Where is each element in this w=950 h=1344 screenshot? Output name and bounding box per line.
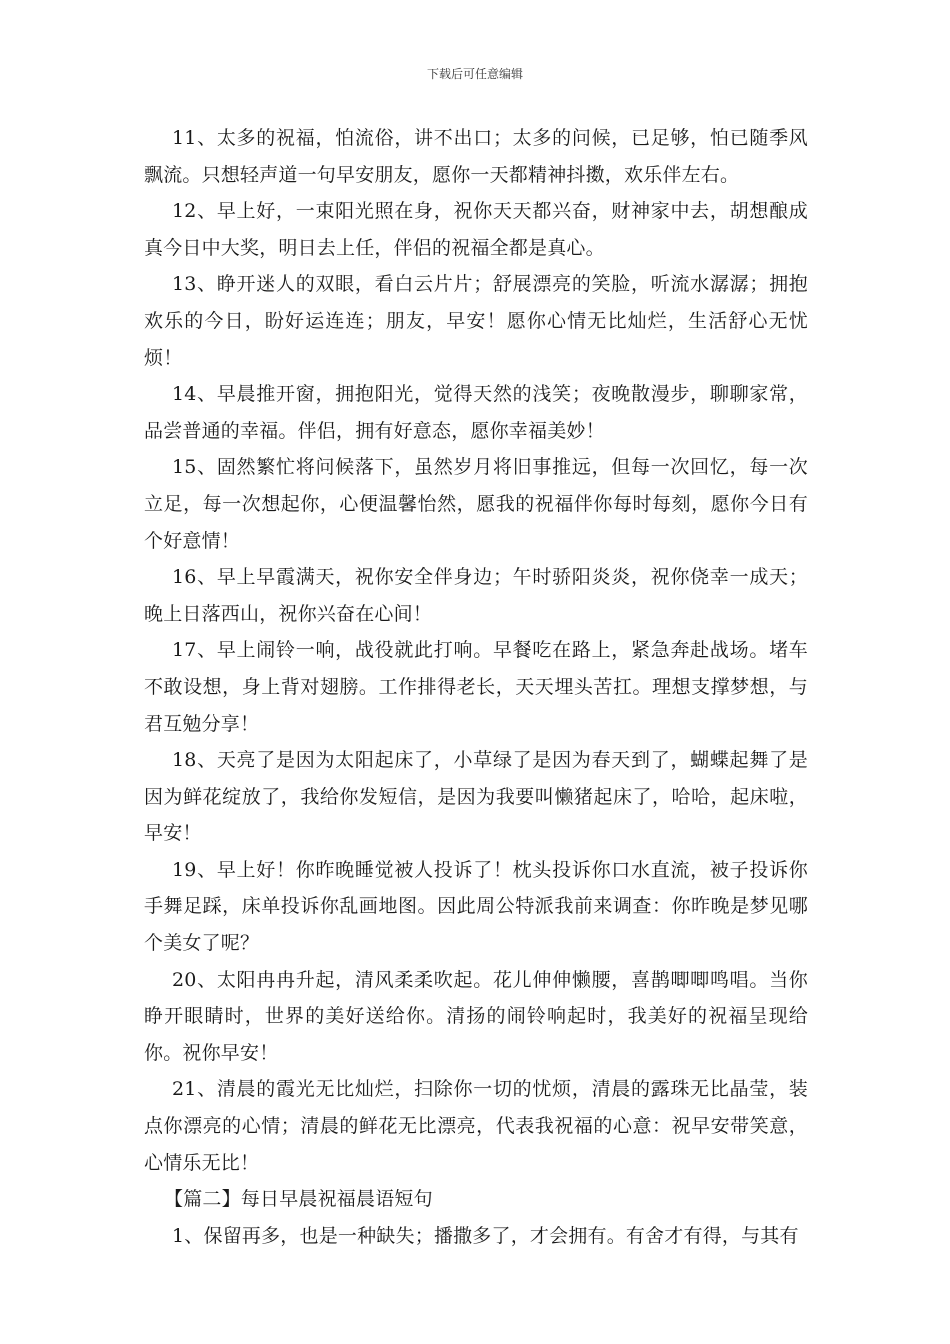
paragraph-11: 11、太多的祝福，怕流俗，讲不出口；太多的问候，已足够，怕已随季风飘流。只想轻声道一句早安朋友，愿你一天都精神抖擞，欢乐伴左右。 xyxy=(144,127,808,186)
paragraph-17: 17、早上闹铃一响，战役就此打响。早餐吃在路上，紧急奔赴战场。堵车不敢设想，身上背对翅膀。工作排得老长，天天埋头苦扛。理想支撑梦想，与君互勉分享！ xyxy=(144,639,808,735)
paragraph-21: 21、清晨的霞光无比灿烂，扫除你一切的忧烦，清晨的露珠无比晶莹，装点你漂亮的心情；清晨的鲜花无比漂亮，代表我祝福的心意：祝早安带笑意，心情乐无比！ xyxy=(144,1078,808,1174)
paragraph-19: 19、早上好！你昨晚睡觉被人投诉了！枕头投诉你口水直流，被子投诉你手舞足踩，床单投诉你乱画地图。因此周公特派我前来调查：你昨晚是梦见哪个美女了呢？ xyxy=(144,858,808,955)
page-header: 下载后可任意编辑 xyxy=(426,67,523,81)
paragraph-16: 16、早上早霞满天，祝你安全伴身边；午时骄阳炎炎，祝你侥幸一成天；晚上日落西山，祝你兴奋在心间！ xyxy=(144,566,808,625)
paragraph-13: 13、睁开迷人的双眼，看白云片片；舒展漂亮的笑脸，听流水潺潺；拥抱欢乐的今日，盼好运连连；朋友，早安！愿你心情无比灿烂，生活舒心无忧烦！ xyxy=(144,273,808,369)
paragraph-14: 14、早晨推开窗，拥抱阳光，觉得天然的浅笑；夜晚散漫步，聊聊家常，品尝普通的幸福。伴侣，拥有好意态，愿你幸福美妙！ xyxy=(144,383,808,442)
document-body xyxy=(144,120,808,1254)
section-paragraph-1: 1、保留再多，也是一种缺失；播撒多了，才会拥有。有舍才有得，与其有 xyxy=(172,1224,799,1247)
section-title: 【篇二】每日早晨祝福晨语短句 xyxy=(164,1188,433,1211)
paragraph-18: 18、天亮了是因为太阳起床了，小草绿了是因为春天到了，蝴蝶起舞了是因为鲜花绽放了，我给你发短信，是因为我要叫懒猪起床了，哈哈，起床啦，早安！ xyxy=(144,749,808,845)
paragraph-15: 15、固然繁忙将问候落下，虽然岁月将旧事推远，但每一次回忆，每一次立足，每一次想起你，心便温馨怡然，愿我的祝福伴你每时每刻，愿你今日有个好意情！ xyxy=(144,456,808,552)
paragraph-12: 12、早上好，一束阳光照在身，祝你天天都兴奋，财神家中去，胡想酿成真今日中大奖，明日去上任，伴侣的祝福全都是真心。 xyxy=(144,200,808,259)
paragraph-20: 20、太阳冉冉升起，清风柔柔吹起。花儿伸伸懒腰，喜鹊唧唧鸣唱。当你睁开眼睛时，世界的美好送给你。清扬的闹铃响起时，我美好的祝福呈现给你。祝你早安！ xyxy=(144,968,808,1064)
